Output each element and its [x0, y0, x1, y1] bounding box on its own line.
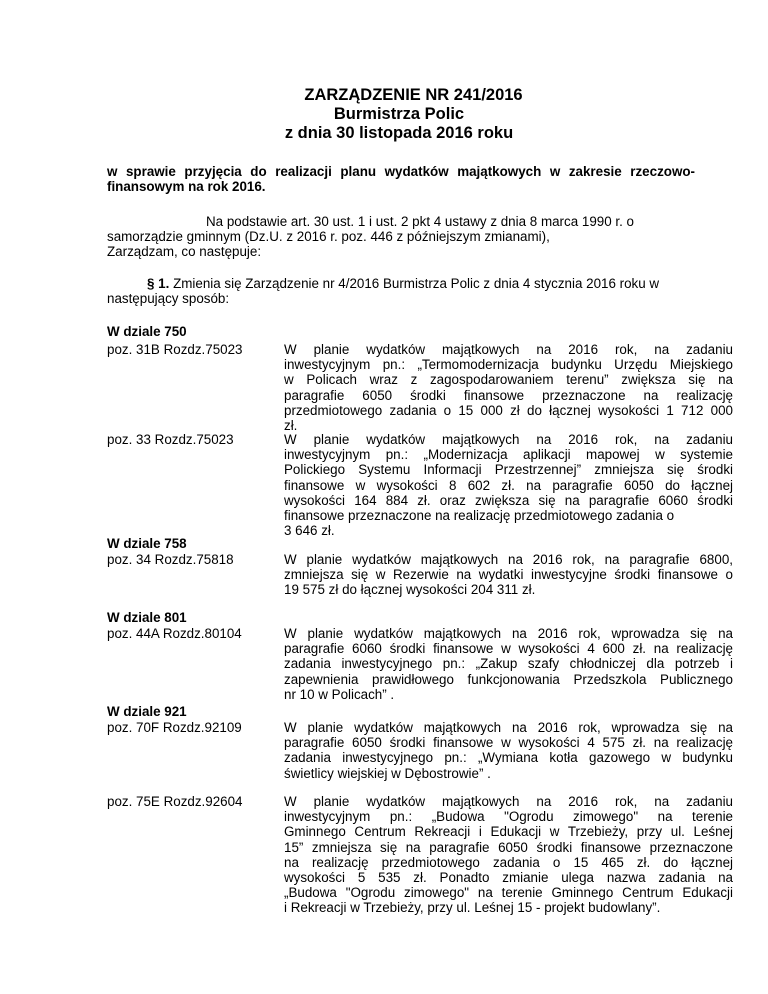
text-line: inwestycyjnym pn.: „Modernizacja aplikacji mapowej w systemie	[284, 447, 733, 463]
text-line: 3 646 zł.	[284, 523, 335, 539]
text-line: świetlicy wiejskiej w Dębostrowie” .	[284, 765, 491, 781]
department-heading: W dziale 801	[107, 610, 187, 625]
paragraph-1-line-1	[107, 276, 727, 291]
text-line: paragrafie 6050 środki finansowe w wysokości 4 575 zł. na realizację	[284, 735, 733, 751]
basis-line-1: Na podstawie art. 30 ust. 1 i ust. 2 pkt 4 ustawy z dnia 8 marca 1990 r. o	[206, 214, 634, 229]
department-heading: W dziale 921	[107, 704, 187, 719]
item-position: poz. 70F Rozdz.92109	[107, 720, 242, 735]
subject-line-1: w sprawie przyjęcia do realizacji planu wydatków majątkowych w zakresie rzeczowo-	[107, 164, 695, 179]
item-text	[284, 432, 733, 538]
item-text	[284, 342, 733, 433]
text-line: finansowe przeznaczone na realizację przedmiotowego zadania o	[284, 508, 675, 524]
item-position: poz. 75E Rozdz.92604	[107, 794, 243, 809]
item-position: poz. 31B Rozdz.75023	[107, 342, 243, 357]
text-line: zapewnienia prawidłowego funkcjonowania Przedszkola Publicznego	[284, 671, 733, 687]
text-line: W planie wydatków majątkowych na 2016 rok, na zadaniu	[284, 432, 733, 447]
document-title	[0, 86, 768, 143]
text-line: Polickiego Systemu Informacji Przestrzennej” zmniejsza się środki	[284, 462, 733, 478]
item-text	[284, 552, 733, 598]
legal-basis	[107, 214, 727, 260]
title-line-1: ZARZĄDZENIE NR 241/2016	[304, 86, 523, 104]
text-line: na realizację przedmiotowego zadania o 15 465 zł. do łącznej	[284, 854, 733, 870]
basis-line-3: Zarządzam, co następuje:	[107, 244, 262, 260]
paragraph-mark: § 1.	[147, 276, 170, 291]
item-text	[284, 626, 733, 702]
text-line: 19 575 zł do łącznej wysokości 204 311 zł.	[284, 582, 536, 598]
text-line: zadania inwestycyjnego pn.: „Wymiana kotła gazowego w budynku	[284, 750, 733, 766]
text-line: W planie wydatków majątkowych na 2016 rok, na paragrafie 6800,	[284, 552, 733, 567]
text-line: W planie wydatków majątkowych na 2016 rok, na zadaniu	[284, 342, 733, 357]
item-position: poz. 44A Rozdz.80104	[107, 626, 242, 641]
text-line: finansowe w wysokości 8 602 zł. na paragrafie 6050 do łącznej	[284, 477, 733, 493]
paragraph-1-text: Zmienia się Zarządzenie nr 4/2016 Burmistrza Polic z dnia 4 stycznia 2016 roku w	[169, 276, 660, 291]
text-line: W planie wydatków majątkowych na 2016 rok, wprowadza się na	[284, 720, 733, 735]
text-line: paragrafie 6050 środki finansowe przeznaczone na realizację	[284, 387, 733, 403]
text-line: zmniejsza się w Rezerwie na wydatki inwestycyjne środki finansowe o	[284, 567, 733, 583]
text-line: wysokości 164 884 zł. oraz zwiększa się na paragrafie 6060 środki	[284, 492, 733, 508]
document-subject	[107, 164, 695, 194]
text-line: wysokości 5 535 zł. Ponadto zmianie ulega nazwa zadania na	[284, 870, 733, 886]
text-line: inwestycyjnym pn.: „Termomodernizacja budynku Urzędu Miejskiego	[284, 357, 733, 373]
text-line: zł.	[284, 418, 298, 434]
basis-line-2: samorządzie gminnym (Dz.U. z 2016 r. poz. 446 z późniejszym zmianami),	[107, 229, 550, 245]
text-line: nr 10 w Policach” .	[284, 686, 395, 702]
text-line: przedmiotowego zadania o 15 000 zł do łącznej wysokości 1 712 000	[284, 402, 733, 418]
text-line: W planie wydatków majątkowych na 2016 rok, na zadaniu	[284, 794, 733, 809]
text-line: 15” zmniejsza się na paragrafie 6050 środki finansowe przeznaczone	[284, 839, 733, 855]
title-line-2: Burmistrza Polic	[333, 105, 465, 123]
subject-line-2: finansowym na rok 2016.	[107, 179, 266, 195]
text-line: zadania inwestycyjnego pn.: „Zakup szafy chłodniczej dla potrzeb i	[284, 656, 733, 672]
text-line: paragrafie 6060 środki finansowe w wysokości 4 600 zł. na realizację	[284, 641, 733, 657]
text-line: Gminnego Centrum Rekreacji i Edukacji w Trzebieży, przy ul. Leśnej	[284, 824, 733, 840]
paragraph-1	[107, 276, 727, 306]
item-position: poz. 33 Rozdz.75023	[107, 432, 234, 447]
item-text	[284, 794, 733, 916]
text-line: W planie wydatków majątkowych na 2016 rok, wprowadza się na	[284, 626, 733, 641]
paragraph-1-line-2: następujący sposób:	[107, 291, 230, 307]
department-heading: W dziale 758	[107, 536, 187, 551]
text-line: i Rekreacji w Trzebieży, przy ul. Leśnej 15 - projekt budowlany”.	[284, 900, 661, 916]
item-position: poz. 34 Rozdz.75818	[107, 552, 234, 567]
text-line: w Policach wraz z zagospodarowaniem terenu” zwiększa się na	[284, 372, 733, 388]
title-line-3: z dnia 30 listopada 2016 roku	[284, 124, 514, 142]
department-heading: W dziale 750	[107, 324, 187, 339]
text-line: „Budowa "Ogrodu zimowego" na terenie Gminnego Centrum Edukacji	[284, 885, 733, 901]
text-line: inwestycyjnym pn.: „Budowa "Ogrodu zimowego" na terenie	[284, 809, 733, 825]
item-text	[284, 720, 733, 781]
